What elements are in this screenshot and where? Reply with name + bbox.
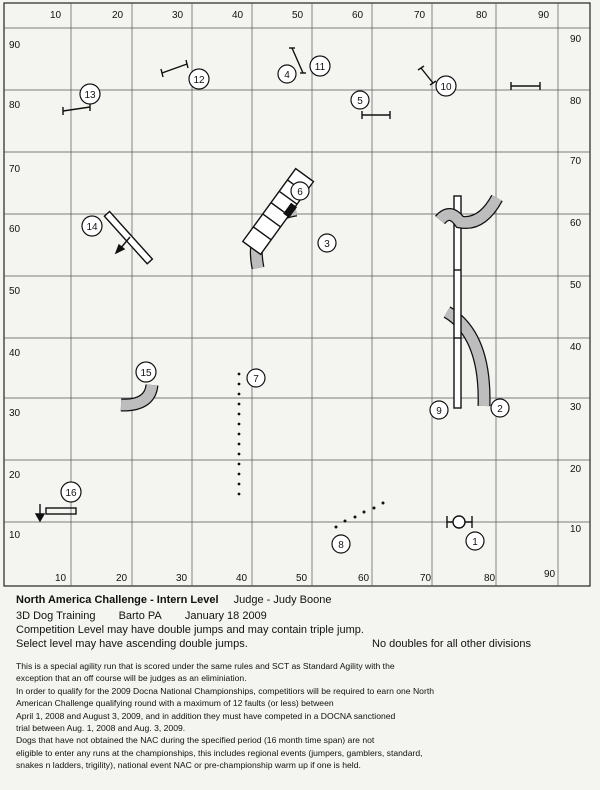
jump-obstacle-10	[418, 66, 436, 85]
top-label-30: 30	[172, 10, 184, 21]
top-label-70: 70	[414, 10, 426, 21]
right-label-60: 60	[570, 218, 582, 229]
marker-4	[278, 65, 296, 83]
marker-16	[61, 482, 81, 502]
competition-level-note: Competition Level may have double jumps and may contain triple jump.	[16, 624, 364, 636]
tire-obstacle	[447, 516, 472, 528]
select-level-note: Select level may have ascending double jumps.	[16, 638, 248, 650]
double-jump-obstacle	[46, 508, 76, 514]
marker-14	[82, 216, 102, 236]
marker-11	[310, 56, 330, 76]
course-info-footer	[6, 586, 592, 786]
marker-10	[436, 76, 456, 96]
top-label-20: 20	[112, 10, 124, 21]
jump-obstacle-5	[362, 111, 390, 119]
rules-line: American Challenge qualifying round with a maximum of 12 faults (or less) between	[16, 698, 334, 709]
arrow-teeter	[116, 237, 130, 253]
event-line	[16, 610, 287, 622]
right-label-70: 70	[570, 156, 582, 167]
bottom-label-70: 70	[420, 573, 432, 584]
marker-12	[189, 69, 209, 89]
left-label-40: 40	[9, 348, 21, 359]
svg-text:3: 3	[324, 239, 330, 250]
tunnel-obstacle-top-right	[440, 198, 497, 223]
right-label-40: 40	[570, 342, 582, 353]
teeter-obstacle	[104, 212, 152, 264]
right-label-20: 20	[570, 464, 582, 475]
club-name: 3D Dog Training	[16, 610, 96, 622]
svg-text:10: 10	[440, 82, 452, 93]
left-label-80: 80	[9, 100, 21, 111]
svg-text:14: 14	[86, 222, 98, 233]
bottom-label-80: 80	[484, 573, 496, 584]
rules-line: exception that an off course will be judges as an eliminiation.	[16, 673, 247, 684]
bottom-label-30: 30	[176, 573, 188, 584]
top-label-50: 50	[292, 10, 304, 21]
svg-text:9: 9	[436, 406, 442, 417]
svg-text:5: 5	[357, 96, 363, 107]
right-label-10: 10	[570, 524, 582, 535]
left-label-90: 90	[9, 40, 21, 51]
svg-text:12: 12	[193, 75, 205, 86]
jump-obstacle-right-edge	[511, 82, 540, 90]
tunnel-obstacle-15	[121, 385, 152, 405]
marker-1	[466, 532, 484, 550]
rules-line: In order to qualify for the 2009 Docna National Championships, competitiors will be required to earn one North	[16, 685, 434, 696]
top-label-10: 10	[50, 10, 62, 21]
left-label-30: 30	[9, 408, 21, 419]
marker-2	[491, 399, 509, 417]
top-label-80: 80	[476, 10, 488, 21]
svg-text:11: 11	[314, 62, 326, 73]
bottom-label-60: 60	[358, 573, 370, 584]
rules-line: eligible to enter any runs at the championships, this includes regional events (jumpers, gamblers, standard,	[16, 747, 423, 758]
a-frame-obstacle	[243, 169, 315, 255]
tunnel-obstacle-2	[447, 312, 484, 406]
rules-line: This is a special agility run that is scored under the same rules and SCT as Standard Agility with the	[16, 661, 395, 671]
marker-7	[247, 369, 265, 387]
bottom-label-10: 10	[55, 573, 67, 584]
marker-9	[430, 401, 448, 419]
jump-obstacle-12	[161, 60, 188, 77]
marker-6	[291, 182, 309, 200]
jump-obstacle-13	[63, 103, 90, 115]
weave-poles-8	[335, 502, 385, 529]
svg-text:13: 13	[84, 90, 96, 101]
arrow-double-jump	[36, 504, 44, 521]
judge-name: Judge - Judy Boone	[233, 594, 332, 606]
rules-line: snakes n ladders, trigility), national event NAC or pre-championship warm up if one is held.	[16, 760, 361, 771]
rules-line: trial between Aug. 1, 2008 and Aug. 3, 2009.	[16, 723, 186, 734]
event-date: January 18 2009	[184, 610, 267, 622]
svg-text:15: 15	[140, 368, 152, 379]
svg-text:1: 1	[472, 537, 478, 548]
course-title-line	[16, 594, 331, 606]
marker-15	[136, 362, 156, 382]
svg-text:2: 2	[497, 404, 503, 415]
weave-poles-7	[238, 373, 241, 496]
marker-13	[80, 84, 100, 104]
marker-5	[351, 91, 369, 109]
left-label-50: 50	[9, 286, 21, 297]
svg-text:6: 6	[297, 187, 303, 198]
rules-line: Dogs that have not obtained the NAC during the specified period (16 month time span) are not	[16, 735, 375, 746]
top-label-60: 60	[352, 10, 364, 21]
left-label-60: 60	[9, 224, 21, 235]
svg-text:7: 7	[253, 374, 259, 385]
top-label-40: 40	[232, 10, 244, 21]
svg-text:8: 8	[338, 540, 344, 551]
event-location: Barto PA	[118, 610, 162, 622]
rules-line: April 1, 2008 and August 3, 2009, and in addition they must have competed in a DOCNA sanctioned	[16, 710, 396, 721]
course-title: North America Challenge - Intern Level	[16, 594, 219, 606]
right-label-30: 30	[570, 402, 582, 413]
bottom-label-20: 20	[116, 573, 128, 584]
top-label-90: 90	[538, 10, 550, 21]
select-level-line	[16, 638, 531, 650]
left-label-20: 20	[9, 470, 21, 481]
svg-text:4: 4	[284, 70, 290, 81]
marker-3	[318, 234, 336, 252]
right-label-80: 80	[570, 96, 582, 107]
left-label-70: 70	[9, 164, 21, 175]
left-label-10: 10	[9, 530, 21, 541]
bottom-label-90: 90	[544, 569, 556, 580]
rules-paragraph	[16, 660, 576, 772]
svg-text:16: 16	[65, 488, 77, 499]
bottom-label-40: 40	[236, 573, 248, 584]
right-label-90: 90	[570, 34, 582, 45]
right-label-50: 50	[570, 280, 582, 291]
bottom-label-50: 50	[296, 573, 308, 584]
marker-8	[332, 535, 350, 553]
no-doubles-note: No doubles for all other divisions	[372, 638, 531, 650]
